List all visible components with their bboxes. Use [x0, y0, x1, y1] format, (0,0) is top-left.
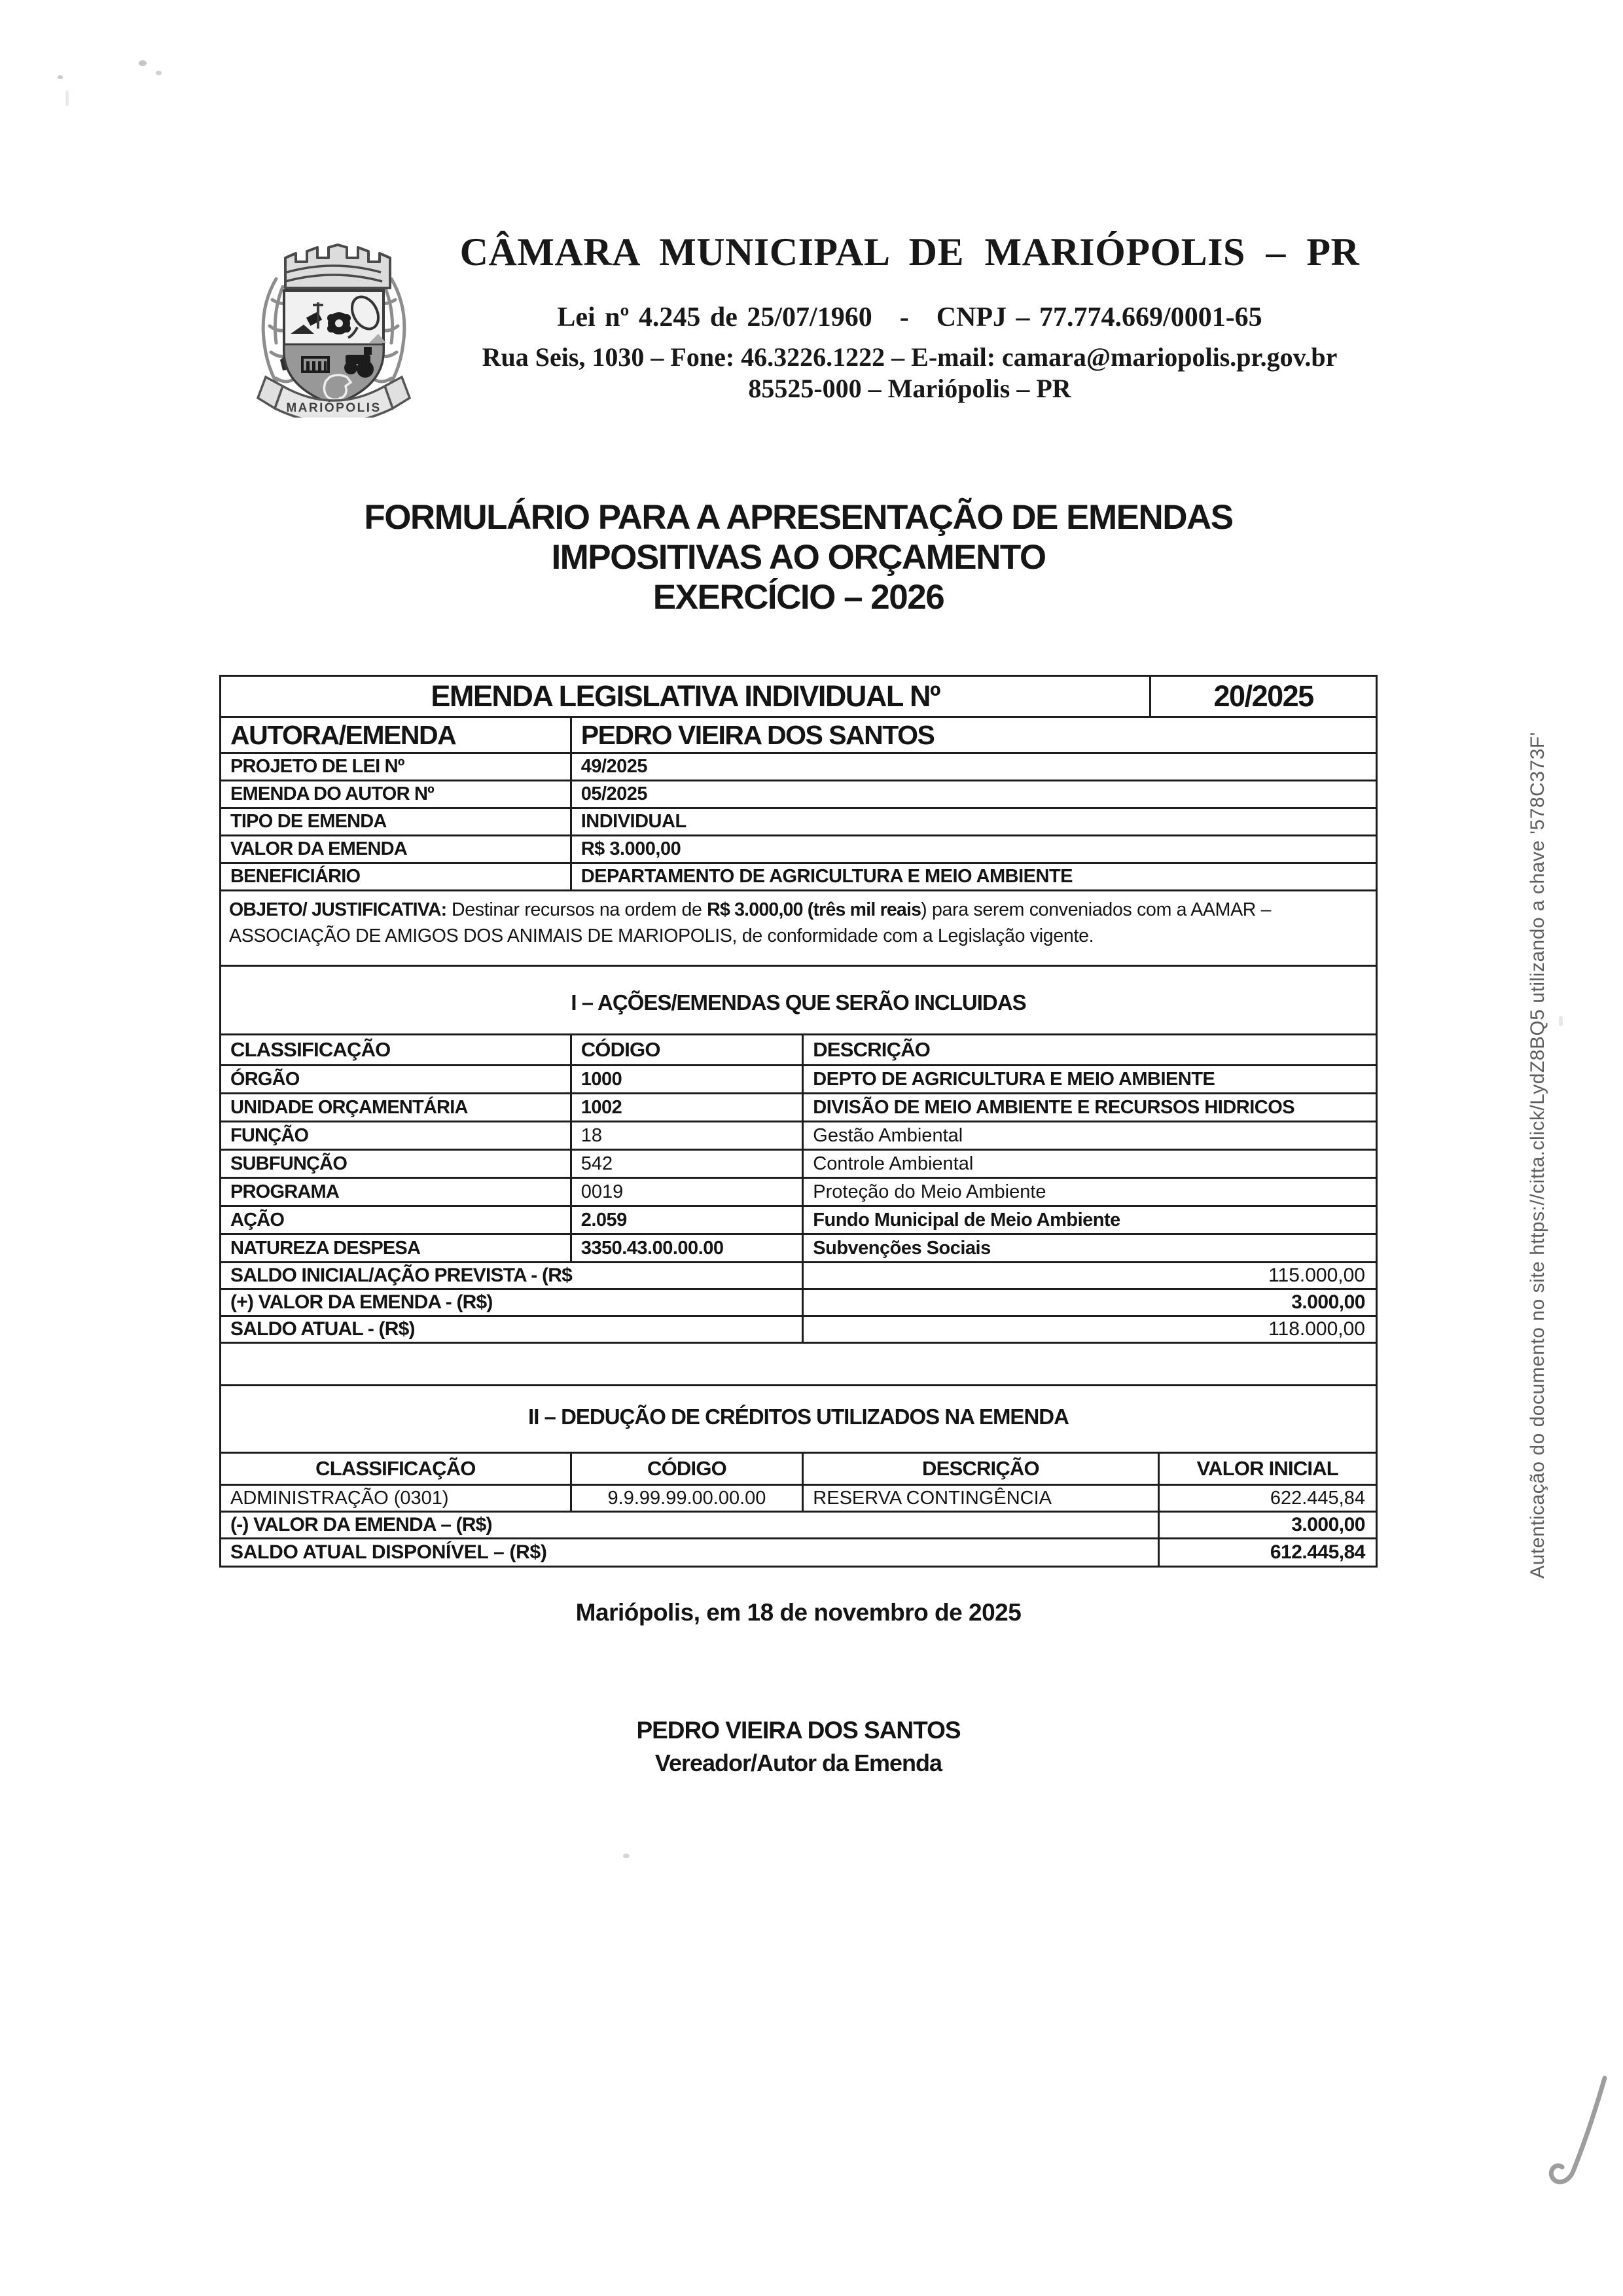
form-body	[219, 675, 1378, 1777]
cell-codigo: 542	[570, 1151, 802, 1177]
objeto-text-rest: ) para serem conveniados com a AAMAR – ASSOCIAÇÃO DE AMIGOS DOS ANIMAIS DE MARIOPOLIS, de conformidade com a Legislação vigente.	[229, 899, 1272, 946]
scan-speck	[65, 90, 69, 106]
cell-value: R$ 3.000,00	[570, 836, 1376, 862]
scan-speck	[139, 60, 147, 66]
total-value: 115.000,00	[802, 1263, 1376, 1288]
form-title-line-3: EXERCÍCIO – 2026	[652, 578, 944, 617]
table-row	[221, 781, 1376, 809]
objeto-label: OBJETO/ JUSTIFICATIVA:	[229, 899, 447, 920]
law-separator: -	[899, 302, 909, 332]
table-row	[221, 1207, 1376, 1235]
total-row	[221, 1513, 1376, 1539]
table-row	[221, 836, 1376, 864]
cell-value: 05/2025	[570, 781, 1376, 807]
scan-speck	[58, 75, 63, 79]
total-row	[221, 1263, 1376, 1290]
cell-classificacao: PROGRAMA	[230, 1181, 339, 1202]
table-row	[221, 1122, 1376, 1151]
column-header: VALOR INICIAL	[1158, 1454, 1376, 1484]
signature-block	[219, 1717, 1378, 1777]
section-2-table	[221, 1452, 1376, 1566]
date-line: Mariópolis, em 18 de novembro de 2025	[575, 1599, 1022, 1626]
municipal-coat-of-arms	[247, 221, 420, 418]
cell-valor-inicial: 622.445,84	[1158, 1486, 1376, 1511]
cell-codigo: 1002	[570, 1094, 802, 1121]
logo-shield	[284, 291, 386, 404]
scan-speck	[1559, 1016, 1563, 1026]
pen-mark	[1525, 2072, 1623, 2202]
cell-descricao: DEPTO DE AGRICULTURA E MEIO AMBIENTE	[802, 1066, 1376, 1092]
column-header: DESCRIÇÃO	[802, 1454, 1157, 1484]
total-label: (+) VALOR DA EMENDA - (R$)	[230, 1291, 493, 1313]
cell-value: INDIVIDUAL	[570, 809, 1376, 834]
total-value: 3.000,00	[802, 1290, 1376, 1315]
form-title-line-1: FORMULÁRIO PARA A APRESENTAÇÃO DE EMENDAS	[364, 498, 1233, 537]
cell-value: 49/2025	[570, 754, 1376, 780]
table-header-row	[221, 1035, 1376, 1066]
cell-descricao: RESERVA CONTINGÊNCIA	[802, 1486, 1157, 1511]
cell-descricao: DIVISÃO DE MEIO AMBIENTE E RECURSOS HIDRICOS	[802, 1094, 1376, 1121]
cell-codigo: 1000	[570, 1066, 802, 1092]
column-header: CLASSIFICAÇÃO	[230, 1038, 391, 1061]
signature-name: PEDRO VIEIRA DOS SANTOS	[636, 1717, 961, 1744]
section-1-table	[221, 1033, 1376, 1384]
cell-classificacao: ADMINISTRAÇÃO (0301)	[230, 1487, 449, 1509]
table-row	[221, 1094, 1376, 1122]
total-label: SALDO ATUAL DISPONÍVEL – (R$)	[230, 1541, 547, 1563]
logo-banner-text: MARIÓPOLIS	[286, 401, 382, 415]
section-2-box	[219, 1384, 1378, 1568]
cell-codigo: 2.059	[570, 1207, 802, 1233]
cell-descricao: Subvenções Sociais	[802, 1235, 1376, 1261]
signature-role: Vereador/Autor da Emenda	[654, 1749, 942, 1776]
cell-classificacao: NATUREZA DESPESA	[230, 1237, 421, 1259]
address-line: Rua Seis, 1030 – Fone: 46.3226.1222 – E-mail: camara@mariopolis.pr.gov.br	[482, 342, 1338, 372]
scan-speck	[156, 71, 162, 75]
total-label: SALDO INICIAL/AÇÃO PREVISTA - (R$	[230, 1265, 572, 1286]
section-2-title: II – DEDUÇÃO DE CRÉDITOS UTILIZADOS NA EMENDA	[528, 1405, 1069, 1429]
cell-descricao: Proteção do Meio Ambiente	[802, 1179, 1376, 1205]
scan-speck	[623, 1854, 630, 1858]
total-row	[221, 1290, 1376, 1317]
cell-codigo: 3350.43.00.00.00	[570, 1235, 802, 1261]
cnpj: CNPJ – 77.774.669/0001-65	[936, 302, 1262, 332]
table-row	[221, 1235, 1376, 1263]
cell-classificacao: ÓRGÃO	[230, 1068, 300, 1090]
column-header: CLASSIFICAÇÃO	[315, 1457, 476, 1480]
cell-value: DEPARTAMENTO DE AGRICULTURA E MEIO AMBIENTE	[570, 864, 1376, 889]
cell-label: BENEFICIÁRIO	[230, 866, 361, 887]
author-value: PEDRO VIEIRA DOS SANTOS	[570, 718, 1376, 752]
emenda-number-value: 20/2025	[1149, 677, 1376, 716]
cell-label: TIPO DE EMENDA	[230, 811, 387, 832]
cell-codigo: 18	[570, 1122, 802, 1149]
total-row	[221, 1317, 1376, 1344]
section-1-box	[219, 965, 1378, 1386]
section-1-blank-space	[221, 1344, 1376, 1384]
table-row	[221, 1179, 1376, 1207]
cell-descricao: Controle Ambiental	[802, 1151, 1376, 1177]
total-value: 612.445,84	[1158, 1539, 1376, 1566]
column-header: CÓDIGO	[570, 1454, 802, 1484]
cell-label: VALOR DA EMENDA	[230, 838, 407, 859]
authentication-vertical-text: Autenticação do documento no site https://citta.click/LydZ8BQ5 utilizando a chave '578C373F'	[1527, 732, 1548, 1579]
org-name: CÂMARA MUNICIPAL DE MARIÓPOLIS – PR	[459, 230, 1360, 274]
cell-classificacao: FUNÇÃO	[230, 1124, 309, 1146]
main-table	[219, 675, 1378, 967]
letterhead	[432, 230, 1387, 403]
cell-classificacao: AÇÃO	[230, 1209, 285, 1230]
table-row	[221, 1151, 1376, 1179]
total-value: 3.000,00	[1158, 1513, 1376, 1537]
cell-classificacao: UNIDADE ORÇAMENTÁRIA	[230, 1096, 468, 1118]
section-1-title: I – AÇÕES/EMENDAS QUE SERÃO INCLUIDAS	[571, 990, 1026, 1014]
column-header: CÓDIGO	[570, 1035, 802, 1064]
cell-codigo: 9.9.99.99.00.00.00	[570, 1486, 802, 1511]
cell-codigo: 0019	[570, 1179, 802, 1205]
cell-descricao: Fundo Municipal de Meio Ambiente	[802, 1207, 1376, 1233]
objeto-text: Destinar recursos na ordem de	[446, 899, 707, 920]
column-header: DESCRIÇÃO	[802, 1035, 1376, 1064]
logo-mural-crown	[285, 245, 390, 288]
cell-label: EMENDA DO AUTOR Nº	[230, 783, 434, 804]
table-row	[221, 1066, 1376, 1094]
cell-descricao: Gestão Ambiental	[802, 1122, 1376, 1149]
law-cnpj-line	[432, 302, 1387, 332]
form-title	[219, 497, 1378, 617]
table-row	[221, 1486, 1376, 1513]
form-title-line-2: IMPOSITIVAS AO ORÇAMENTO	[551, 538, 1046, 577]
table-row	[221, 718, 1376, 754]
total-label: SALDO ATUAL - (R$)	[230, 1318, 415, 1340]
table-row	[221, 754, 1376, 781]
table-row	[221, 809, 1376, 836]
author-label: AUTORA/EMENDA	[230, 719, 456, 750]
total-value: 118.000,00	[802, 1317, 1376, 1342]
cell-label: PROJETO DE LEI Nº	[230, 756, 404, 777]
cell-classificacao: SUBFUNÇÃO	[230, 1153, 348, 1174]
table-row	[221, 677, 1376, 718]
law-number: Lei nº 4.245 de 25/07/1960	[557, 302, 872, 332]
table-row	[221, 864, 1376, 891]
emenda-number-label: EMENDA LEGISLATIVA INDIVIDUAL Nº	[431, 679, 940, 713]
total-label: (-) VALOR DA EMENDA – (R$)	[230, 1514, 492, 1535]
objeto-amount: R$ 3.000,00 (três mil reais	[707, 899, 921, 920]
total-row	[221, 1539, 1376, 1566]
objeto-justificativa-cell	[221, 891, 1376, 965]
city-line: 85525-000 – Mariópolis – PR	[748, 374, 1071, 403]
table-header-row	[221, 1454, 1376, 1486]
